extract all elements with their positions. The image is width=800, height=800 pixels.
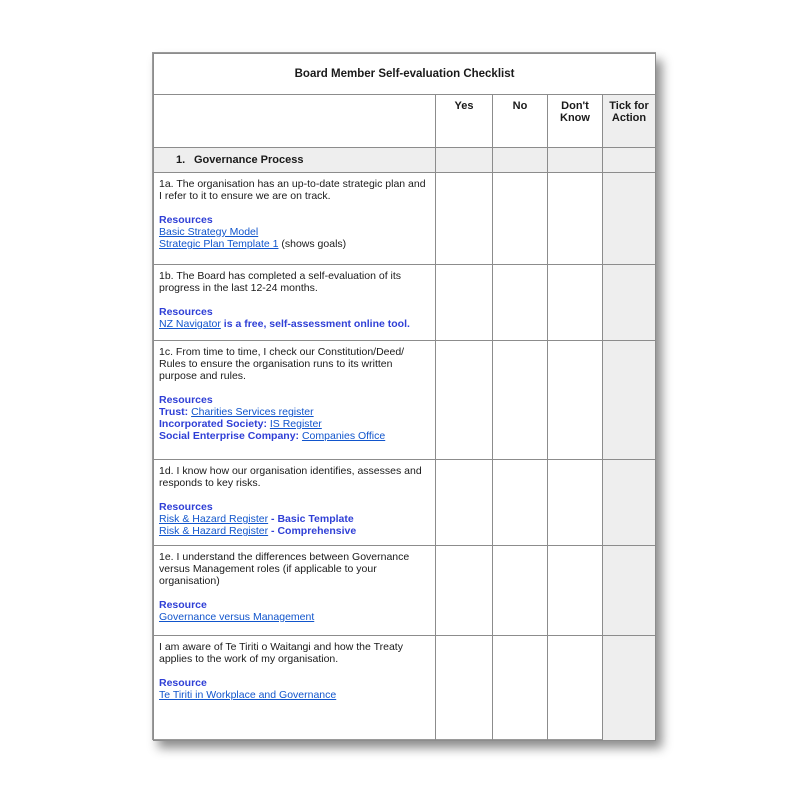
resources-heading: Resource (159, 677, 207, 689)
checklist-row-1e (154, 546, 656, 636)
section-heading (154, 148, 436, 173)
no-checkbox-cell[interactable] (493, 636, 548, 741)
yes-checkbox-cell[interactable] (436, 173, 493, 265)
checklist-row-1d (154, 460, 656, 546)
item-text: 1b. The Board has completed a self-evaluation of its progress in the last 12-24 months. (159, 270, 402, 294)
header-yes: Yes (436, 95, 493, 148)
header-tick-label: Tick for Action (609, 100, 649, 124)
tick-for-action-cell[interactable] (603, 173, 656, 265)
checklist-title: Board Member Self-evaluation Checklist (154, 54, 656, 95)
item-text: 1a. The organisation has an up-to-date strategic plan and I refer to it to ensure we are on track. (159, 178, 426, 202)
dont-know-checkbox-cell[interactable] (548, 341, 603, 460)
item-1a (154, 173, 436, 265)
no-checkbox-cell[interactable] (493, 460, 548, 546)
yes-checkbox-cell[interactable] (436, 546, 493, 636)
header-blank (154, 95, 436, 148)
charities-services-register-link[interactable]: Charities Services register (191, 406, 314, 418)
item-1e (154, 546, 436, 636)
te-tiriti-link[interactable]: Te Tiriti in Workplace and Governance (159, 689, 337, 701)
resources-heading: Resources (159, 214, 213, 226)
governance-vs-management-link[interactable]: Governance versus Management (159, 611, 315, 623)
companies-office-link[interactable]: Companies Office (301, 430, 386, 442)
risk-hazard-register-basic-link[interactable]: Risk & Hazard Register (159, 513, 269, 525)
section-cell (493, 148, 548, 173)
tick-for-action-cell[interactable] (603, 460, 656, 546)
dont-know-checkbox-cell[interactable] (548, 636, 603, 741)
tick-for-action-cell[interactable] (603, 341, 656, 460)
link-suffix: is a free, self-assessment online tool. (220, 318, 410, 330)
tick-for-action-cell[interactable] (603, 546, 656, 636)
no-checkbox-cell[interactable] (493, 341, 548, 460)
item-te-tiriti (154, 636, 436, 741)
tick-for-action-cell[interactable] (603, 265, 656, 341)
item-text: 1d. I know how our organisation identifies, assesses and responds to key risks. (159, 465, 422, 489)
yes-checkbox-cell[interactable] (436, 265, 493, 341)
item-text: 1e. I understand the differences between Governance versus Management roles (if applicable to your organisation) (159, 551, 410, 587)
link-suffix: - Comprehensive (268, 525, 357, 537)
tick-for-action-cell[interactable] (603, 636, 656, 741)
no-checkbox-cell[interactable] (493, 265, 548, 341)
header-dont-know-label: Don't Know (560, 100, 590, 124)
yes-checkbox-cell[interactable] (436, 341, 493, 460)
checklist-row-1b (154, 265, 656, 341)
dont-know-checkbox-cell[interactable] (548, 173, 603, 265)
item-1b (154, 265, 436, 341)
basic-strategy-model-link[interactable]: Basic Strategy Model (159, 226, 259, 238)
item-text: 1c. From time to time, I check our Constitution/Deed/ Rules to ensure the organisation runs to its written purpose and rules. (159, 346, 405, 382)
link-suffix: - Basic Template (268, 513, 354, 525)
header-tick-for-action (603, 95, 656, 148)
yes-checkbox-cell[interactable] (436, 636, 493, 741)
resources-heading: Resources (159, 394, 213, 406)
section-number: 1. (176, 154, 186, 166)
checklist-row-te-tiriti (154, 636, 656, 741)
item-1c (154, 341, 436, 460)
dont-know-checkbox-cell[interactable] (548, 265, 603, 341)
dont-know-checkbox-cell[interactable] (548, 460, 603, 546)
resources-heading: Resources (159, 306, 213, 318)
link-prefix: Social Enterprise Company: (159, 430, 302, 442)
nz-navigator-link[interactable]: NZ Navigator (159, 318, 221, 330)
resources-heading: Resources (159, 501, 213, 513)
no-checkbox-cell[interactable] (493, 173, 548, 265)
checklist-table (153, 53, 656, 741)
checklist-row-1a (154, 173, 656, 265)
header-no: No (493, 95, 548, 148)
section-title: Governance Process (194, 154, 304, 166)
strategic-plan-template-link[interactable]: Strategic Plan Template 1 (159, 238, 279, 250)
is-register-link[interactable]: IS Register (269, 418, 322, 430)
no-checkbox-cell[interactable] (493, 546, 548, 636)
section-cell (436, 148, 493, 173)
link-prefix: Incorporated Society: (159, 418, 270, 430)
link-prefix: Trust: (159, 406, 192, 418)
section-cell (548, 148, 603, 173)
resources-heading: Resource (159, 599, 207, 611)
header-dont-know (548, 95, 603, 148)
link-suffix: (shows goals) (278, 238, 347, 250)
checklist-page (152, 52, 656, 740)
yes-checkbox-cell[interactable] (436, 460, 493, 546)
checklist-row-1c (154, 341, 656, 460)
risk-hazard-register-comprehensive-link[interactable]: Risk & Hazard Register (159, 525, 269, 537)
dont-know-checkbox-cell[interactable] (548, 546, 603, 636)
section-cell (603, 148, 656, 173)
item-text: I am aware of Te Tiriti o Waitangi and how the Treaty applies to the work of my organisation. (159, 641, 403, 665)
item-1d (154, 460, 436, 546)
